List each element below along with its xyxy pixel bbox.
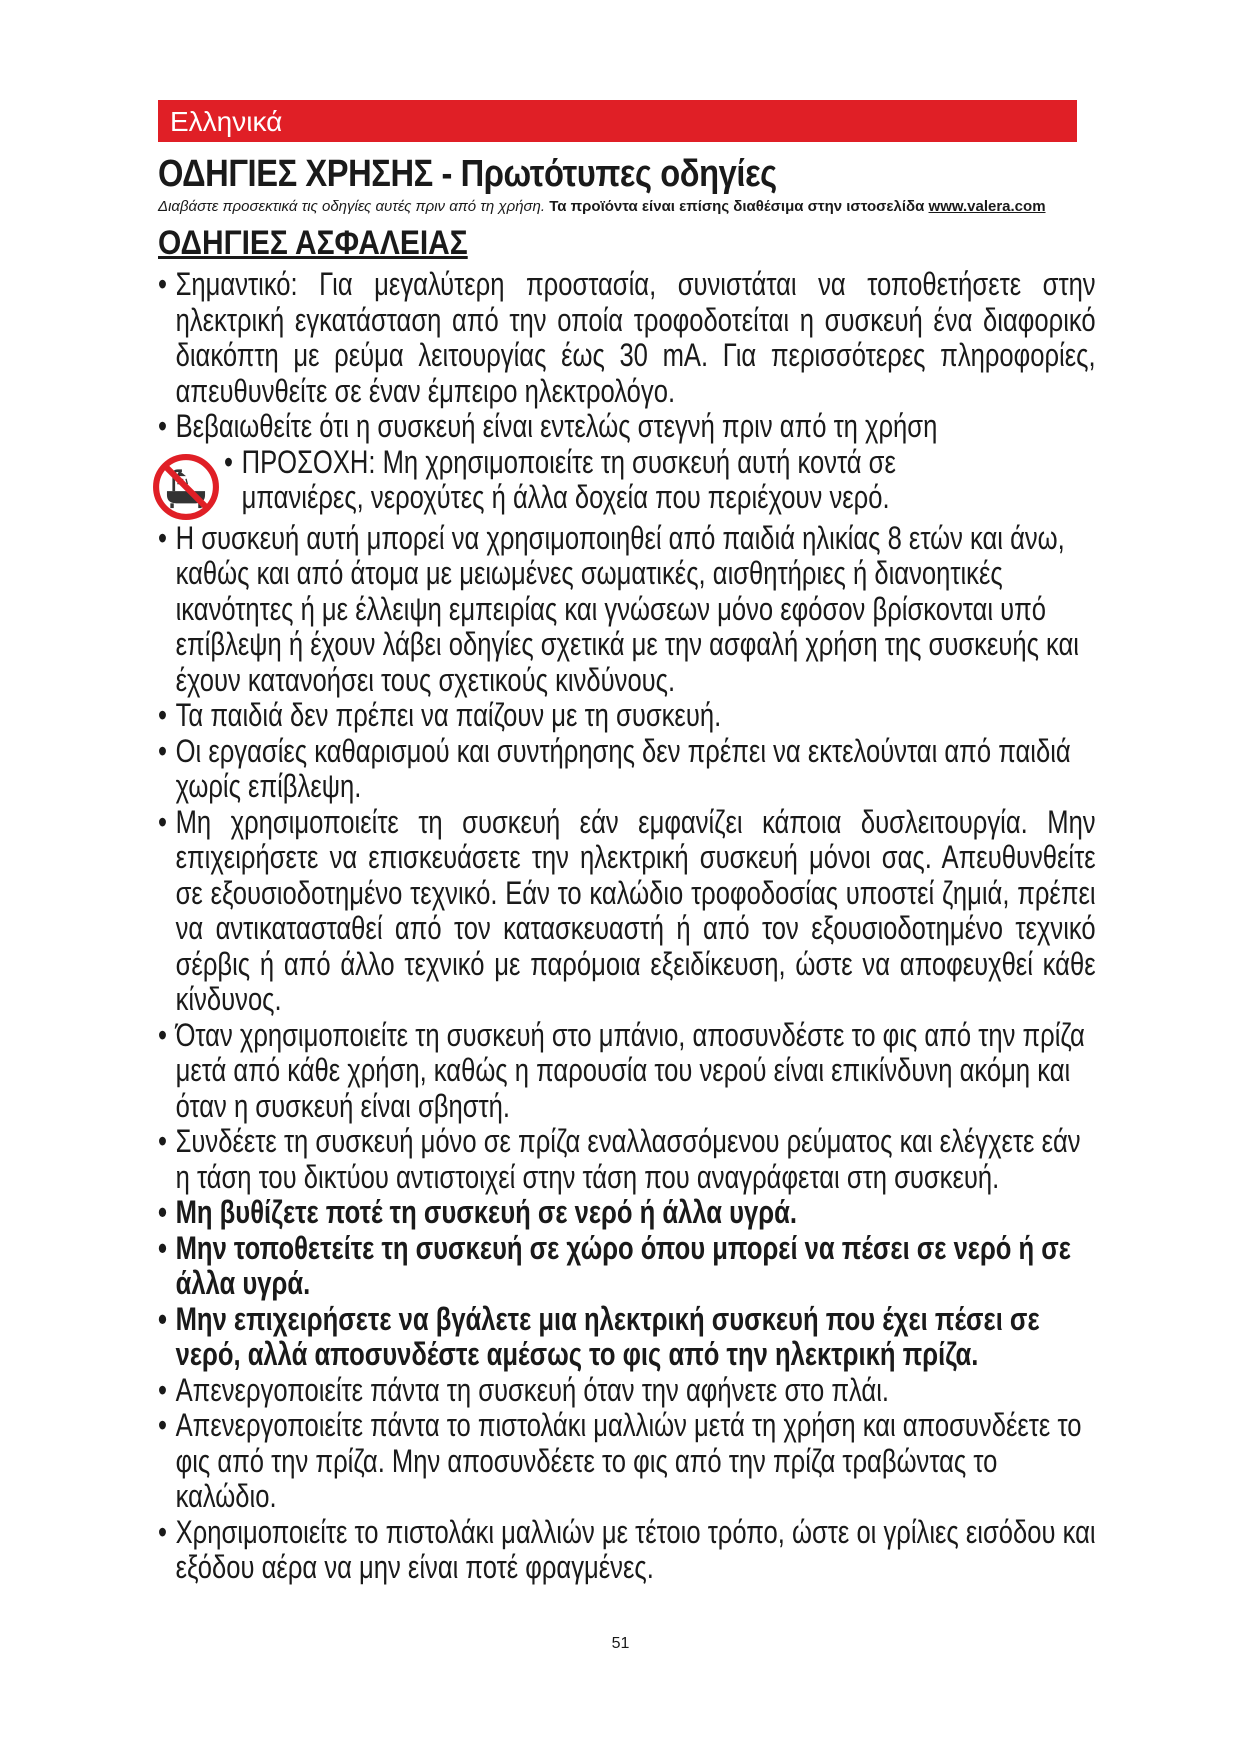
bullet: •	[158, 1513, 167, 1550]
bullet: •	[158, 1371, 167, 1408]
list-item	[158, 1124, 1096, 1195]
bullet: •	[158, 519, 167, 556]
bullet: •	[224, 443, 233, 480]
rule-text: Απενεργοποιείτε πάντα τη συσκευή όταν την αφήνετε στο πλάι.	[175, 1371, 890, 1408]
rule-text: Μην τοποθετείτε τη συσκευή σε χώρο όπου μπορεί να πέσει σε νερό ή σε άλλα υγρά.	[175, 1229, 1071, 1301]
bullet: •	[158, 1016, 167, 1053]
safety-rules-list-continued	[158, 519, 1096, 1586]
language-bar	[158, 100, 1077, 142]
page-content	[158, 100, 1096, 1586]
language-label: Ελληνικά	[170, 106, 283, 137]
bullet: •	[158, 1407, 167, 1443]
bullet: •	[158, 1229, 167, 1266]
list-item	[158, 1302, 1096, 1373]
bullet: •	[158, 803, 167, 840]
list-item	[158, 698, 1096, 734]
section-title: ΟΔΗΓΙΕΣ ΑΣΦΑΛΕΙΑΣ	[158, 224, 468, 262]
warning-text	[224, 445, 907, 516]
subtitle-availability: Τα προϊόντα είναι επίσης διαθέσιμα στην ιστοσελίδα	[549, 198, 925, 215]
rule-text: Τα παιδιά δεν πρέπει να παίζουν με τη συσκευή.	[175, 697, 722, 733]
rule-text: Μη χρησιμοποιείτε τη συσκευή εάν εμφανίζει κάποια δυσλειτουργία. Μην επιχειρήσετε να επισκευάσετε την ηλεκτρική συσκευή μόνοι σας. Απευθυνθείτε σε εξουσιοδοτημένο τεχνικό. Εάν το καλώδιο τροφοδοσίας υποστεί ζημιά, πρέπει να αντικατασταθεί από τον κατασκευαστή ή από τον εξουσιοδοτημένο τεχνικό σέρβις ή από άλλο τεχνικό με παρόμοια εξειδίκευση, ώστε να αποφευχθεί κάθε κίνδυνος.	[175, 803, 1096, 1017]
rule-text: Συνδέετε τη συσκευή μόνο σε πρίζα εναλλασσόμενου ρεύματος και ελέγχετε εάν η τάση του δικτύου αντιστοιχεί στην τάση που αναγράφεται στη συσκευή.	[175, 1123, 1081, 1195]
list-item	[158, 1515, 1096, 1586]
website-link[interactable]: www.valera.com	[928, 198, 1046, 215]
list-item	[158, 1195, 1096, 1231]
warning-message: ΠΡΟΣΟΧΗ: Μη χρησιμοποιείτε τη συσκευή αυτή κοντά σε μπανιέρες, νεροχύτες ή άλλα δοχεία που περιέχουν νερό.	[241, 443, 896, 515]
document-title: ΟΔΗΓΙΕΣ ΧΡΗΣΗΣ - Πρωτότυπες οδηγίες	[158, 153, 777, 195]
list-item	[158, 734, 1096, 805]
list-item	[158, 1373, 1096, 1409]
rule-text: Βεβαιωθείτε ότι η συσκευή είναι εντελώς στεγνή πριν από τη χρήση	[175, 408, 938, 444]
bullet: •	[158, 408, 167, 444]
subtitle-note: Διαβάστε προσεκτικά τις οδηγίες αυτές πριν από τη χρήση.	[158, 198, 546, 215]
bullet: •	[158, 697, 167, 733]
warning-row	[158, 445, 1078, 521]
rule-text: Απενεργοποιείτε πάντα το πιστολάκι μαλλιών μετά τη χρήση και αποσυνδέετε το φις από την πρίζα. Μην αποσυνδέετε το φις από την πρίζα τραβώντας το καλώδιο.	[175, 1407, 1082, 1514]
bullet: •	[158, 1300, 167, 1337]
list-item	[158, 1408, 1096, 1515]
safety-rules-list	[158, 266, 1096, 445]
page-number: 51	[611, 1635, 630, 1652]
list-item	[158, 805, 1096, 1018]
bullet: •	[158, 1194, 167, 1230]
bullet: •	[158, 266, 167, 302]
list-item	[158, 1018, 1096, 1125]
rule-text: Μη βυθίζετε ποτέ τη συσκευή σε νερό ή άλλα υγρά.	[175, 1194, 797, 1230]
list-item	[158, 521, 1096, 699]
bullet: •	[158, 1123, 167, 1159]
list-item	[158, 1231, 1096, 1302]
rule-text: Όταν χρησιμοποιείτε τη συσκευή στο μπάνιο, αποσυνδέστε το φις από την πρίζα μετά από κάθε χρήση, καθώς η παρουσία του νερού είναι επικίνδυνη ακόμη και όταν η συσκευή είναι σβηστή.	[175, 1016, 1085, 1124]
list-item	[158, 267, 1096, 409]
subtitle	[158, 197, 1078, 217]
rule-text: Χρησιμοποιείτε το πιστολάκι μαλλιών με τέτοιο τρόπο, ώστε οι γρίλιες εισόδου και εξόδου αέρα να μην είναι ποτέ φραγμένες.	[175, 1513, 1096, 1585]
no-bathtub-icon	[152, 453, 220, 521]
list-item	[158, 409, 1096, 445]
rule-text: Σημαντικό: Για μεγαλύτερη προστασία, συνιστάται να τοποθετήσετε στην ηλεκτρική εγκατάσταση από την οποία τροφοδοτείται η συσκευή ένα διαφορικό διακόπτη με ρεύμα λειτουργίας έως 30 mA. Για περισσότερες πληροφορίες, απευθυνθείτε σε έναν έμπειρο ηλεκτρολόγο.	[175, 266, 1096, 409]
rule-text: Η συσκευή αυτή μπορεί να χρησιμοποιηθεί από παιδιά ηλικίας 8 ετών και άνω, καθώς και από άτομα με μειωμένες σωματικές, αισθητήριες ή διανοητικές ικανότητες ή με έλλειψη εμπειρίας και γνώσεων μόνο εφόσον βρίσκονται υπό επίβλεψη ή έχουν λάβει οδηγίες σχετικά με την ασφαλή χρήση της συσκευής και έχουν κατανοήσει τους σχετικούς κινδύνους.	[175, 519, 1079, 698]
rule-text: Μην επιχειρήσετε να βγάλετε μια ηλεκτρική συσκευή που έχει πέσει σε νερό, αλλά αποσυνδέστε αμέσως το φις από την ηλεκτρική πρίζα.	[175, 1300, 1040, 1372]
rule-text: Οι εργασίες καθαρισμού και συντήρησης δεν πρέπει να εκτελούνται από παιδιά χωρίς επίβλεψη.	[175, 732, 1071, 804]
bullet: •	[158, 732, 167, 769]
